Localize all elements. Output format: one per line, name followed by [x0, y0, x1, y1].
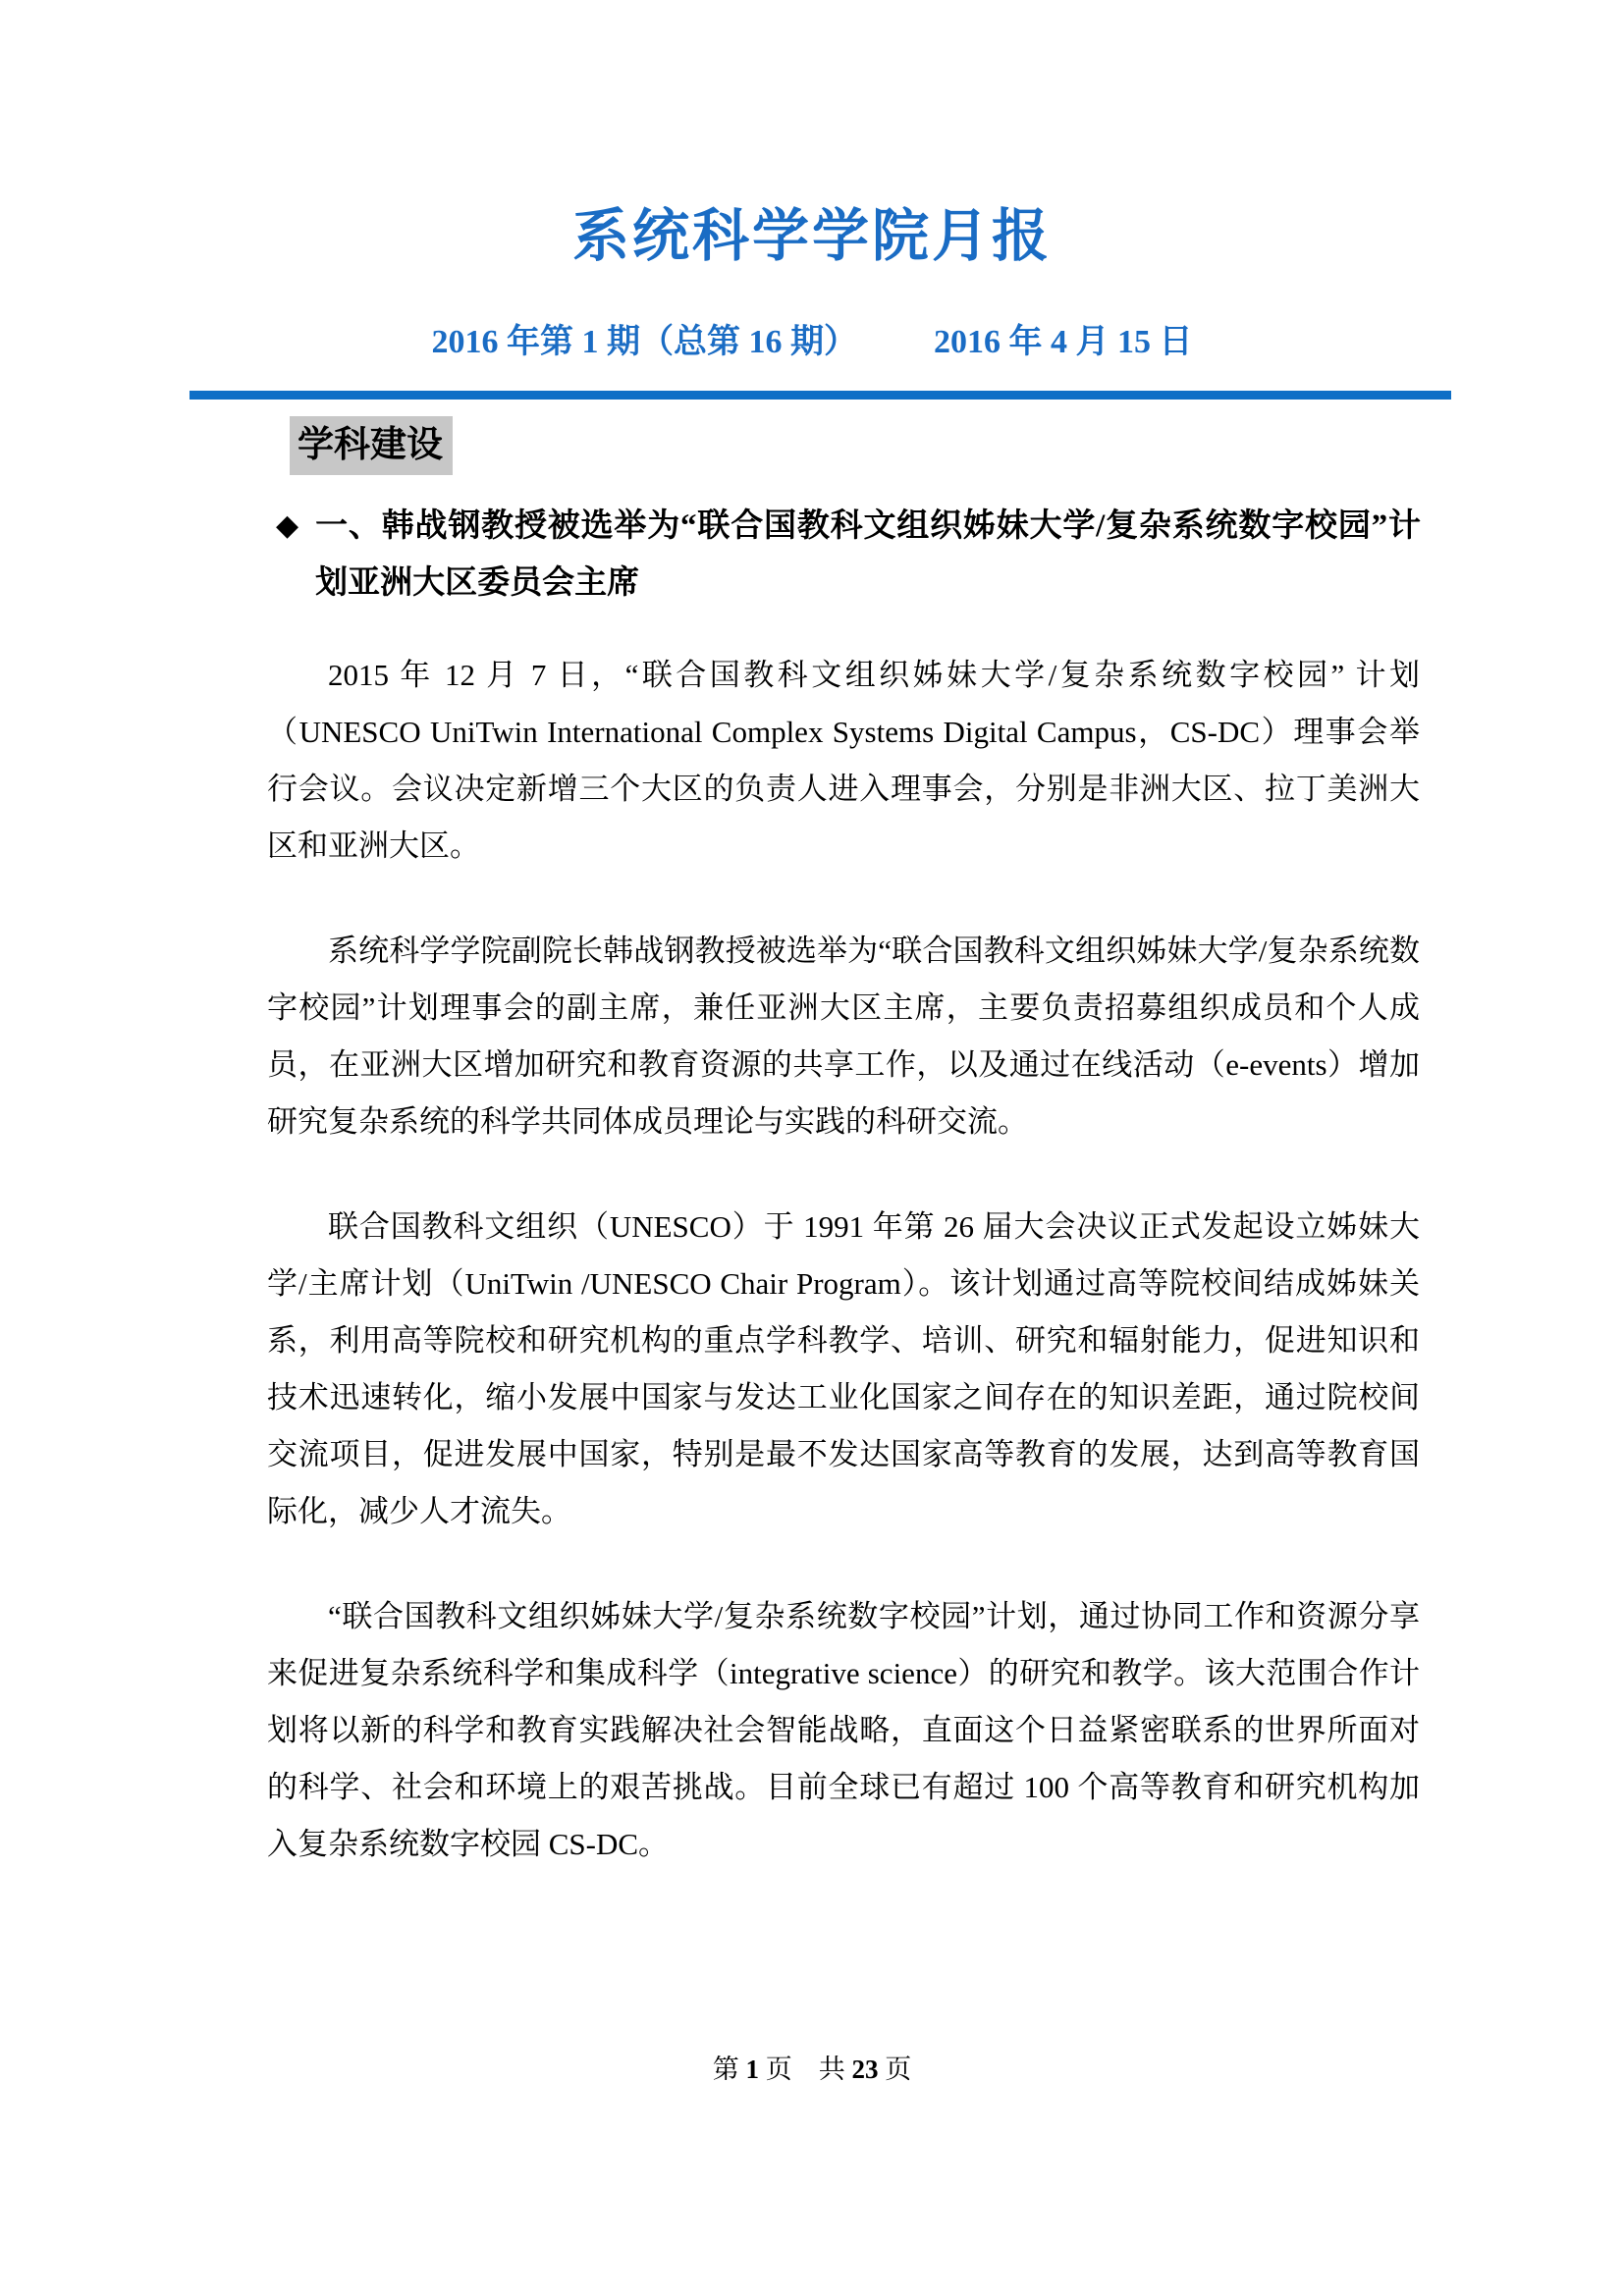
masthead-issue-line [0, 314, 1624, 362]
article-body [267, 647, 1420, 1921]
footer-label-mid: 页 共 [759, 2055, 852, 2084]
article-paragraph: 系统科学学院副院长韩战钢教授被选举为“联合国教科文组织姊妹大学/复杂系统数字校园”计划理事会的副主席，兼任亚洲大区主席，主要负责招募组织成员和个人成员，在亚洲大区增加研究和教育资源的共享工作，以及通过在线活动（e-events）增加研究复杂系统的科学共同体成员理论与实践的科研交流。 [267, 934, 1420, 1139]
section-heading-discipline-building: 学科建设 [290, 416, 453, 475]
article-heading: 一、韩战钢教授被选举为“联合国教科文组织姊妹大学/复杂系统数字校园”计划亚洲大区委员会主席 [315, 508, 1421, 601]
article-paragraph: 联合国教科文组织（UNESCO）于 1991 年第 26 届大会决议正式发起设立姊妹大学/主席计划（UniTwin /UNESCO Chair Program）。该计划通过高等院校间结成姊妹关系，利用高等院校和研究机构的重点学科教学、培训、研究和辐射能力，促进知识和技术迅速转化，缩小发展中国家与发达工业化国家之间存在的知识差距，通过院校间交流项目，促进发展中国家，特别是最不发达国家高等教育的发展，达到高等教育国际化，减少人才流失。 [267, 1209, 1420, 1528]
footer-page-current: 1 [745, 2055, 759, 2084]
footer-label-suffix: 页 [878, 2055, 912, 2084]
article-paragraph: 2015 年 12 月 7 日，“联合国教科文组织姊妹大学/复杂系统数字校园” 计划（UNESCO UniTwin International Complex Systems Digital Campus，CS-DC）理事会举行会议。会议决定新增三个大区的负责人进入理事会，分别是非洲大区、拉丁美洲大区和亚洲大区。 [267, 658, 1420, 863]
article-paragraph: “联合国教科文组织姊妹大学/复杂系统数字校园”计划，通过协同工作和资源分享来促进复杂系统科学和集成科学（integrative science）的研究和教学。该大范围合作计划将以新的科学和教育实践解决社会智能战略，直面这个日益紧密联系的世界所面对的科学、社会和环境上的艰苦挑战。目前全球已有超过 100 个高等教育和研究机构加入复杂系统数字校园 CS-DC。 [267, 1599, 1420, 1861]
diamond-bullet-icon: ◆ [276, 509, 299, 542]
header-divider-rule [189, 391, 1451, 400]
article-heading-row [276, 498, 1421, 612]
issue-date: 2016 年 4 月 15 日 [934, 324, 1193, 360]
page-number-footer [0, 2048, 1624, 2086]
footer-label-prefix: 第 [712, 2055, 746, 2084]
issue-number: 2016 年第 1 期（总第 16 期） [431, 324, 857, 360]
footer-page-total: 23 [851, 2055, 879, 2084]
newsletter-title: 系统科学学院月报 [571, 204, 1052, 268]
